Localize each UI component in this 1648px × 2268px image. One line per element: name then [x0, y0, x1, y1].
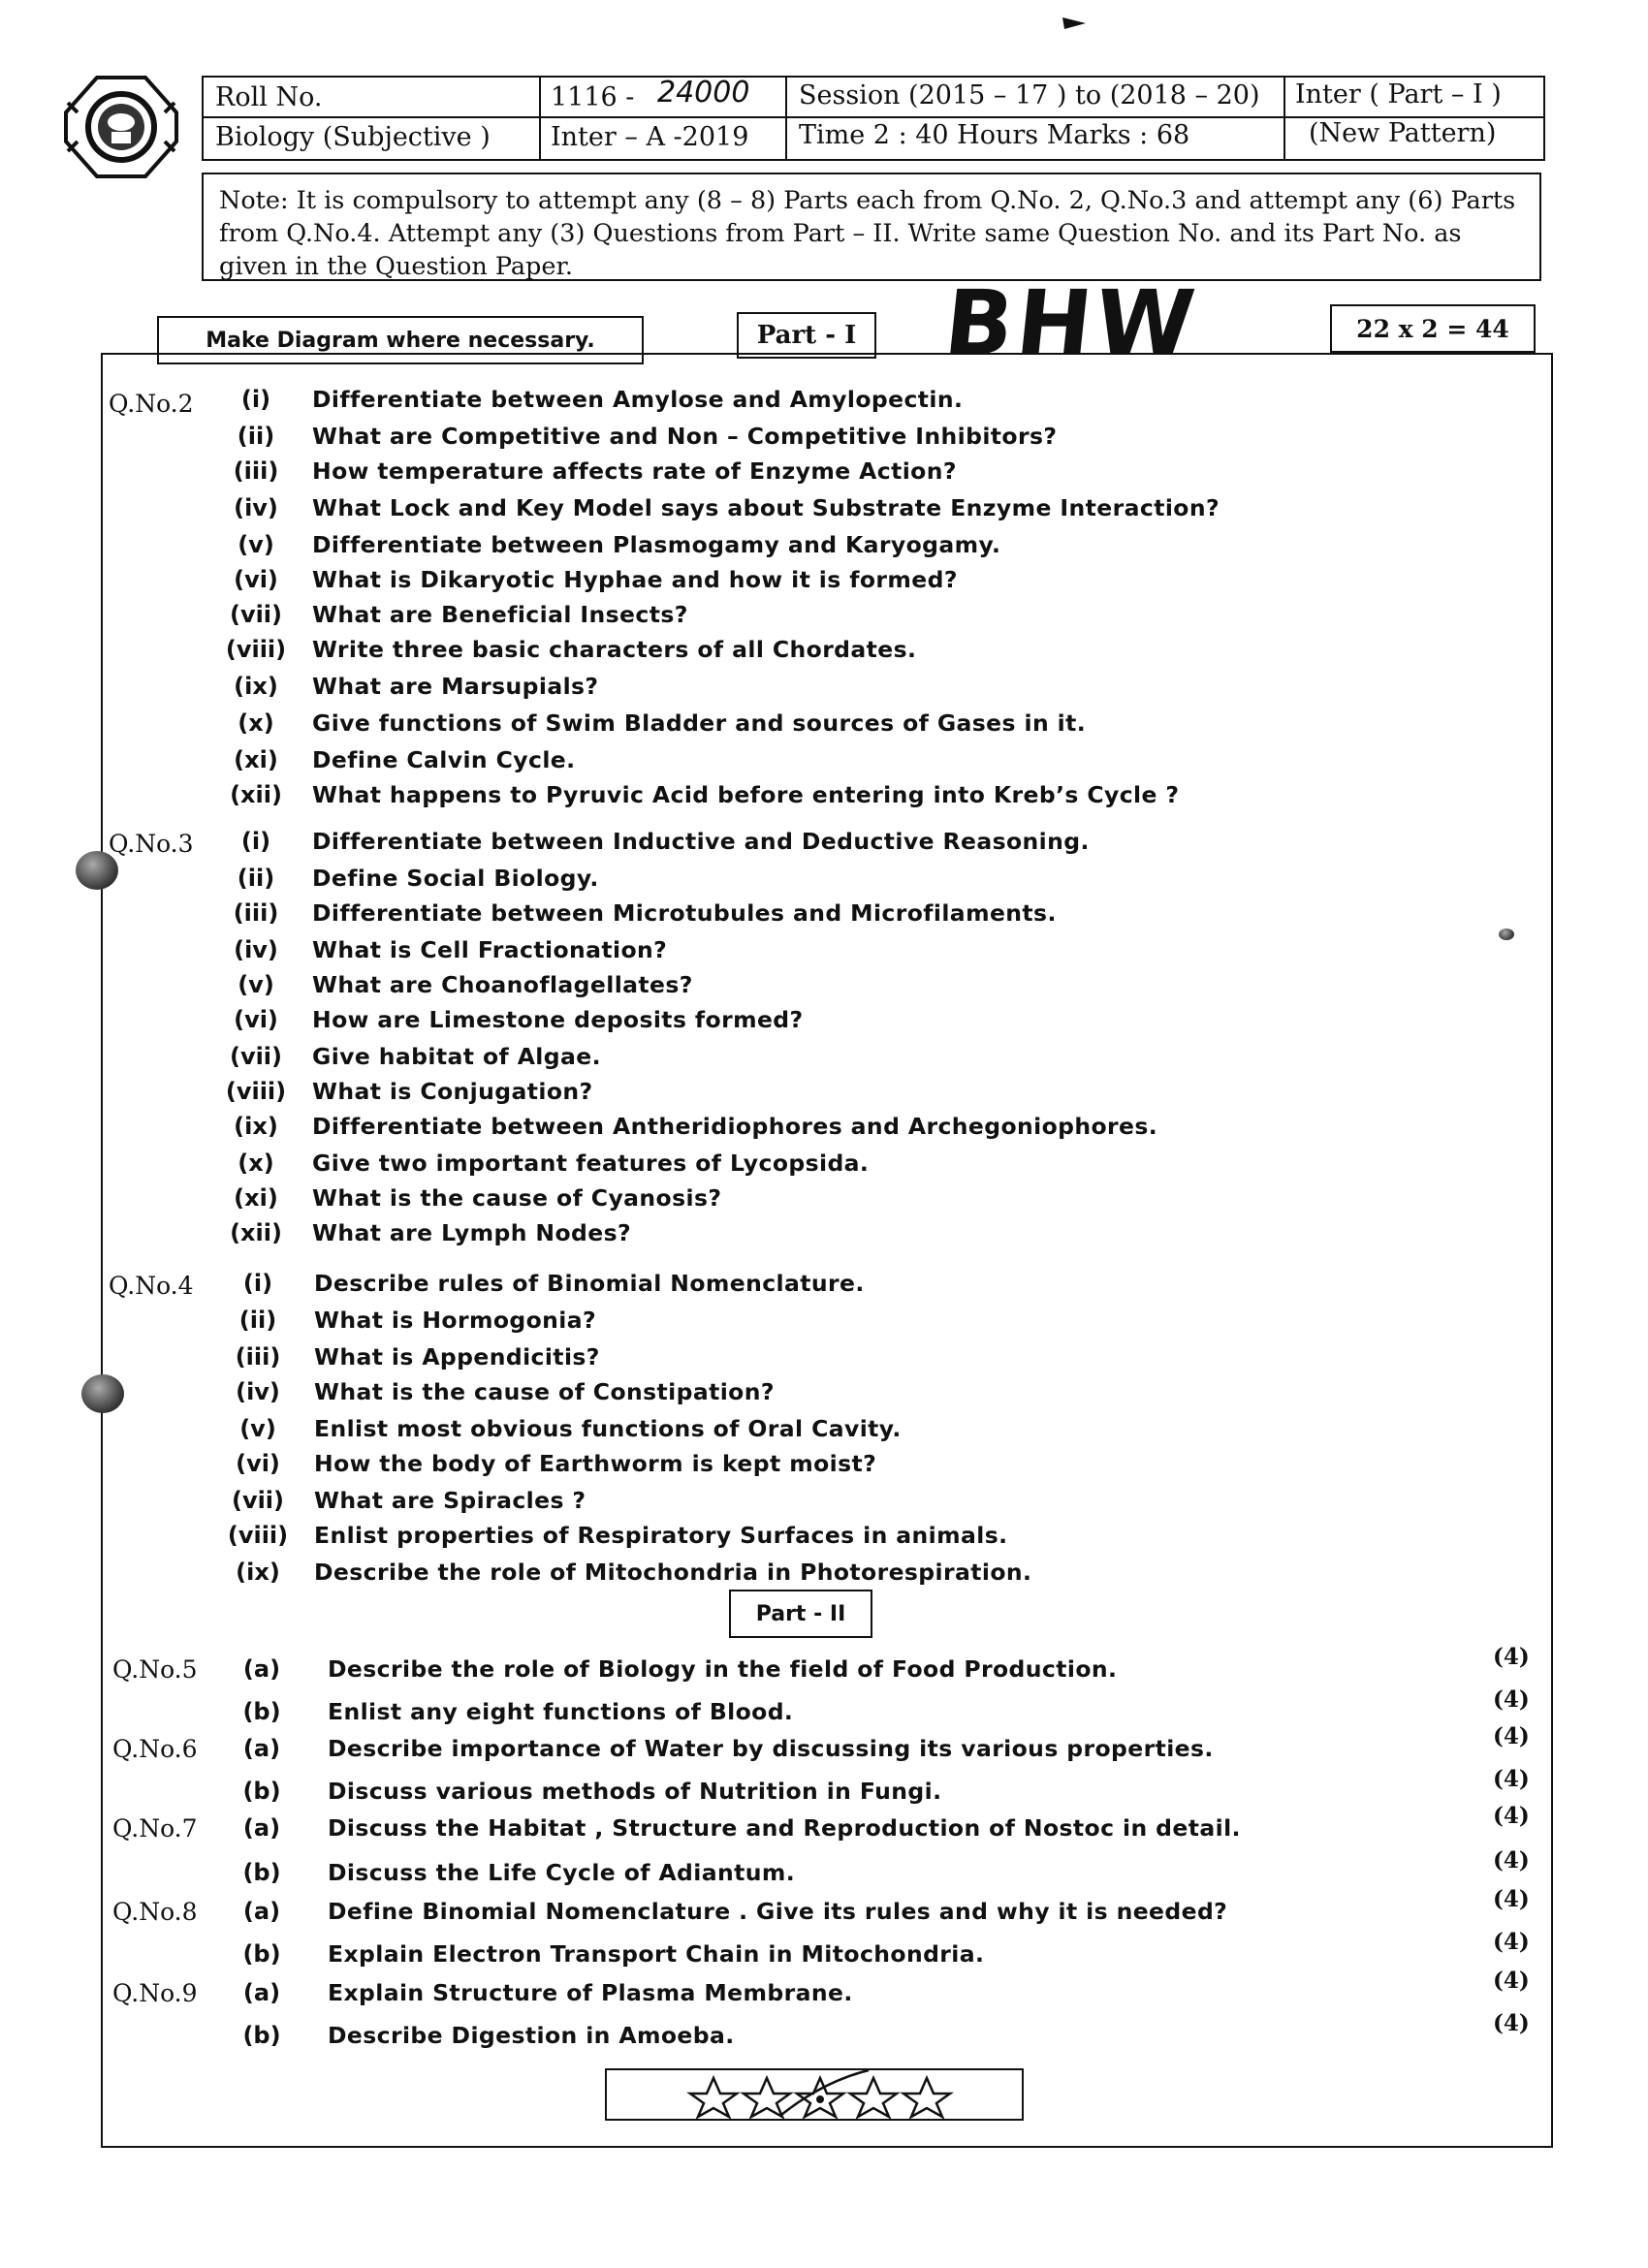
handwritten-bhw: BHW [939, 271, 1204, 375]
q4-item-text: What is Hormogonia? [314, 1307, 597, 1334]
diagram-note: Make Diagram where necessary. [157, 316, 644, 364]
q2-item-number: (xii) [230, 781, 282, 808]
q2-item-number: (viii) [225, 636, 287, 663]
speck [1499, 929, 1514, 940]
part2-question-text: Explain Structure of Plasma Membrane. [328, 1979, 853, 2006]
q4-item-number: (ix) [236, 1559, 280, 1586]
session-text: Session (2015 – 17 ) to (2018 – 20) [799, 80, 1260, 110]
part-1-marks: 22 x 2 = 44 [1330, 304, 1536, 353]
q3-item-text: Give habitat of Algae. [312, 1043, 601, 1070]
q3-item-text: What are Choanoflagellates? [312, 971, 693, 998]
exam-text: Inter – A -2019 [551, 122, 749, 152]
q2-item-text: What are Beneficial Insects? [312, 601, 688, 628]
part2-question-label: Q.No.8 [112, 1898, 198, 1926]
q4-item-text: What is the cause of Constipation? [314, 1378, 775, 1405]
part2-question-label: Q.No.9 [112, 1979, 198, 2007]
q4-item-number: (i) [242, 1270, 273, 1297]
part2-question-text: Discuss the Life Cycle of Adiantum. [328, 1859, 796, 1886]
q2-item-text: What happens to Pyruvic Acid before entering into Kreb’s Cycle ? [312, 781, 1180, 808]
part2-question-label: Q.No.5 [112, 1655, 198, 1684]
part2-question-text: Describe importance of Water by discussing its various properties. [328, 1735, 1214, 1762]
q2-item-text: What are Marsupials? [312, 673, 599, 700]
q4-item-text: Enlist most obvious functions of Oral Cavity. [314, 1415, 902, 1442]
part2-sub-label: (b) [242, 1940, 281, 1968]
part2-sub-label: (a) [242, 1898, 281, 1925]
q4-item-number: (viii) [227, 1522, 289, 1549]
part2-question-text: Enlist any eight functions of Blood. [328, 1698, 794, 1725]
part2-marks: (4) [1493, 1766, 1530, 1792]
q2-item-number: (vii) [229, 601, 283, 628]
roll-no-value: 1116 - [551, 82, 635, 112]
q3-item-number: (xi) [234, 1184, 278, 1212]
part-2-label: Part - II [729, 1590, 872, 1638]
q2-item-text: Differentiate between Plasmogamy and Karyogamy. [312, 531, 1001, 558]
q4-item-text: Enlist properties of Respiratory Surfaces in animals. [314, 1522, 1008, 1549]
part2-marks: (4) [1493, 2010, 1530, 2036]
part2-question-label: Q.No.6 [112, 1735, 198, 1763]
q3-item-number: (iv) [234, 936, 278, 963]
board-logo-icon [58, 74, 184, 180]
end-stars-box [605, 2068, 1024, 2121]
q3-item-number: (xii) [230, 1219, 282, 1246]
q2-item-number: (ii) [237, 423, 275, 450]
part2-sub-label: (b) [242, 1778, 281, 1805]
part2-marks: (4) [1493, 1803, 1530, 1829]
instructions-note: Note: It is compulsory to attempt any (8 – 8) Parts each from Q.No. 2, Q.No.3 and attempt any (6) Parts from Q.No.4. Attempt any (3) Questions from Part – II. Write same Question No. and its Part No. as given in the Question Paper. [202, 173, 1541, 281]
q4-item-number: (vii) [231, 1487, 285, 1514]
part2-marks: (4) [1493, 1723, 1530, 1749]
q4-item-text: Describe the role of Mitochondria in Photorespiration. [314, 1559, 1032, 1586]
subject-text: Biology (Subjective ) [215, 122, 491, 152]
q4-item-number: (iii) [235, 1343, 281, 1370]
q3-item-text: How are Limestone deposits formed? [312, 1006, 804, 1033]
q2-item-number: (iii) [233, 457, 279, 485]
part2-question-text: Define Binomial Nomenclature . Give its rules and why it is needed? [328, 1898, 1228, 1925]
q2-item-text: Give functions of Swim Bladder and sources of Gases in it. [312, 709, 1087, 737]
part2-question-text: Describe the role of Biology in the field of Food Production. [328, 1655, 1118, 1683]
pattern-text: (New Pattern) [1309, 118, 1497, 148]
q4-item-number: (ii) [238, 1307, 277, 1334]
q2-item-number: (iv) [234, 494, 278, 521]
q3-item-number: (i) [240, 828, 271, 855]
q4-item-number: (vi) [236, 1450, 280, 1477]
q3-item-text: What is the cause of Cyanosis? [312, 1184, 722, 1212]
q3-item-number: (viii) [225, 1078, 287, 1105]
q3-item-text: Differentiate between Inductive and Deductive Reasoning. [312, 828, 1090, 855]
q3-item-number: (x) [238, 1150, 274, 1177]
q3-item-number: (vi) [234, 1006, 278, 1033]
q3-item-number: (ii) [237, 865, 275, 892]
q4-item-text: How the body of Earthworm is kept moist? [314, 1450, 877, 1477]
q2-item-text: How temperature affects rate of Enzyme Action? [312, 457, 957, 485]
q4-item-number: (v) [239, 1415, 276, 1442]
q3-label: Q.No.3 [109, 830, 194, 858]
stars-icon [607, 2070, 1022, 2119]
q2-item-number: (vi) [234, 566, 278, 593]
part2-question-label: Q.No.7 [112, 1814, 198, 1843]
part2-question-text: Explain Electron Transport Chain in Mitochondria. [328, 1940, 985, 1968]
part2-sub-label: (a) [242, 1735, 281, 1762]
roll-no-handwritten: 24000 [657, 76, 750, 110]
q2-item-text: What are Competitive and Non – Competitive Inhibitors? [312, 423, 1058, 450]
part2-marks: (4) [1493, 1644, 1530, 1670]
part2-question-text: Describe Digestion in Amoeba. [328, 2022, 735, 2049]
part2-sub-label: (a) [242, 1655, 281, 1683]
q2-item-text: Define Calvin Cycle. [312, 746, 576, 773]
q3-item-number: (vii) [229, 1043, 283, 1070]
part2-question-text: Discuss various methods of Nutrition in Fungi. [328, 1778, 942, 1805]
q2-item-text: What is Dikaryotic Hyphae and how it is formed? [312, 566, 958, 593]
q2-item-number: (ix) [234, 673, 278, 700]
q2-item-text: What Lock and Key Model says about Substrate Enzyme Interaction? [312, 494, 1220, 521]
part-text: Inter ( Part – I ) [1295, 79, 1502, 110]
part2-marks: (4) [1493, 1686, 1530, 1713]
part2-sub-label: (b) [242, 2022, 281, 2049]
punch-hole [81, 1374, 124, 1413]
q3-item-number: (iii) [233, 899, 279, 927]
q4-item-text: Describe rules of Binomial Nomenclature. [314, 1270, 865, 1297]
part2-sub-label: (a) [242, 1979, 281, 2006]
part2-sub-label: (a) [242, 1814, 281, 1842]
part-1-label: Part - I [737, 312, 876, 359]
q3-item-text: What is Conjugation? [312, 1078, 593, 1105]
q2-item-number: (xi) [234, 746, 278, 773]
q4-item-text: What are Spiracles ? [314, 1487, 586, 1514]
q3-item-number: (v) [238, 971, 274, 998]
q4-item-text: What is Appendicitis? [314, 1343, 600, 1370]
q3-item-number: (ix) [234, 1113, 278, 1140]
q4-label: Q.No.4 [109, 1272, 194, 1300]
q2-item-number: (x) [238, 709, 274, 737]
q3-item-text: Define Social Biology. [312, 865, 599, 892]
part2-marks: (4) [1493, 1847, 1530, 1874]
q3-item-text: Give two important features of Lycopsida. [312, 1150, 870, 1177]
q3-item-text: What are Lymph Nodes? [312, 1219, 632, 1246]
q2-item-number: (v) [238, 531, 274, 558]
part2-marks: (4) [1493, 1968, 1530, 1994]
part2-marks: (4) [1493, 1886, 1530, 1912]
q4-item-number: (iv) [236, 1378, 280, 1405]
part2-question-text: Discuss the Habitat , Structure and Reproduction of Nostoc in detail. [328, 1814, 1241, 1842]
q2-label: Q.No.2 [109, 390, 194, 418]
header-table [202, 76, 1545, 161]
q3-item-text: Differentiate between Antheridiophores and Archegoniophores. [312, 1113, 1158, 1140]
part2-marks: (4) [1493, 1929, 1530, 1955]
part2-sub-label: (b) [242, 1698, 281, 1725]
q2-item-text: Differentiate between Amylose and Amylopectin. [312, 386, 964, 413]
q3-item-text: What is Cell Fractionation? [312, 936, 668, 963]
part2-sub-label: (b) [242, 1859, 281, 1886]
corner-mark-icon [1061, 14, 1090, 33]
time-marks-text: Time 2 : 40 Hours Marks : 68 [799, 120, 1190, 150]
q2-item-number: (i) [240, 386, 271, 413]
roll-no-label: Roll No. [215, 82, 323, 112]
q2-item-text: Write three basic characters of all Chordates. [312, 636, 917, 663]
q3-item-text: Differentiate between Microtubules and Microfilaments. [312, 899, 1057, 927]
